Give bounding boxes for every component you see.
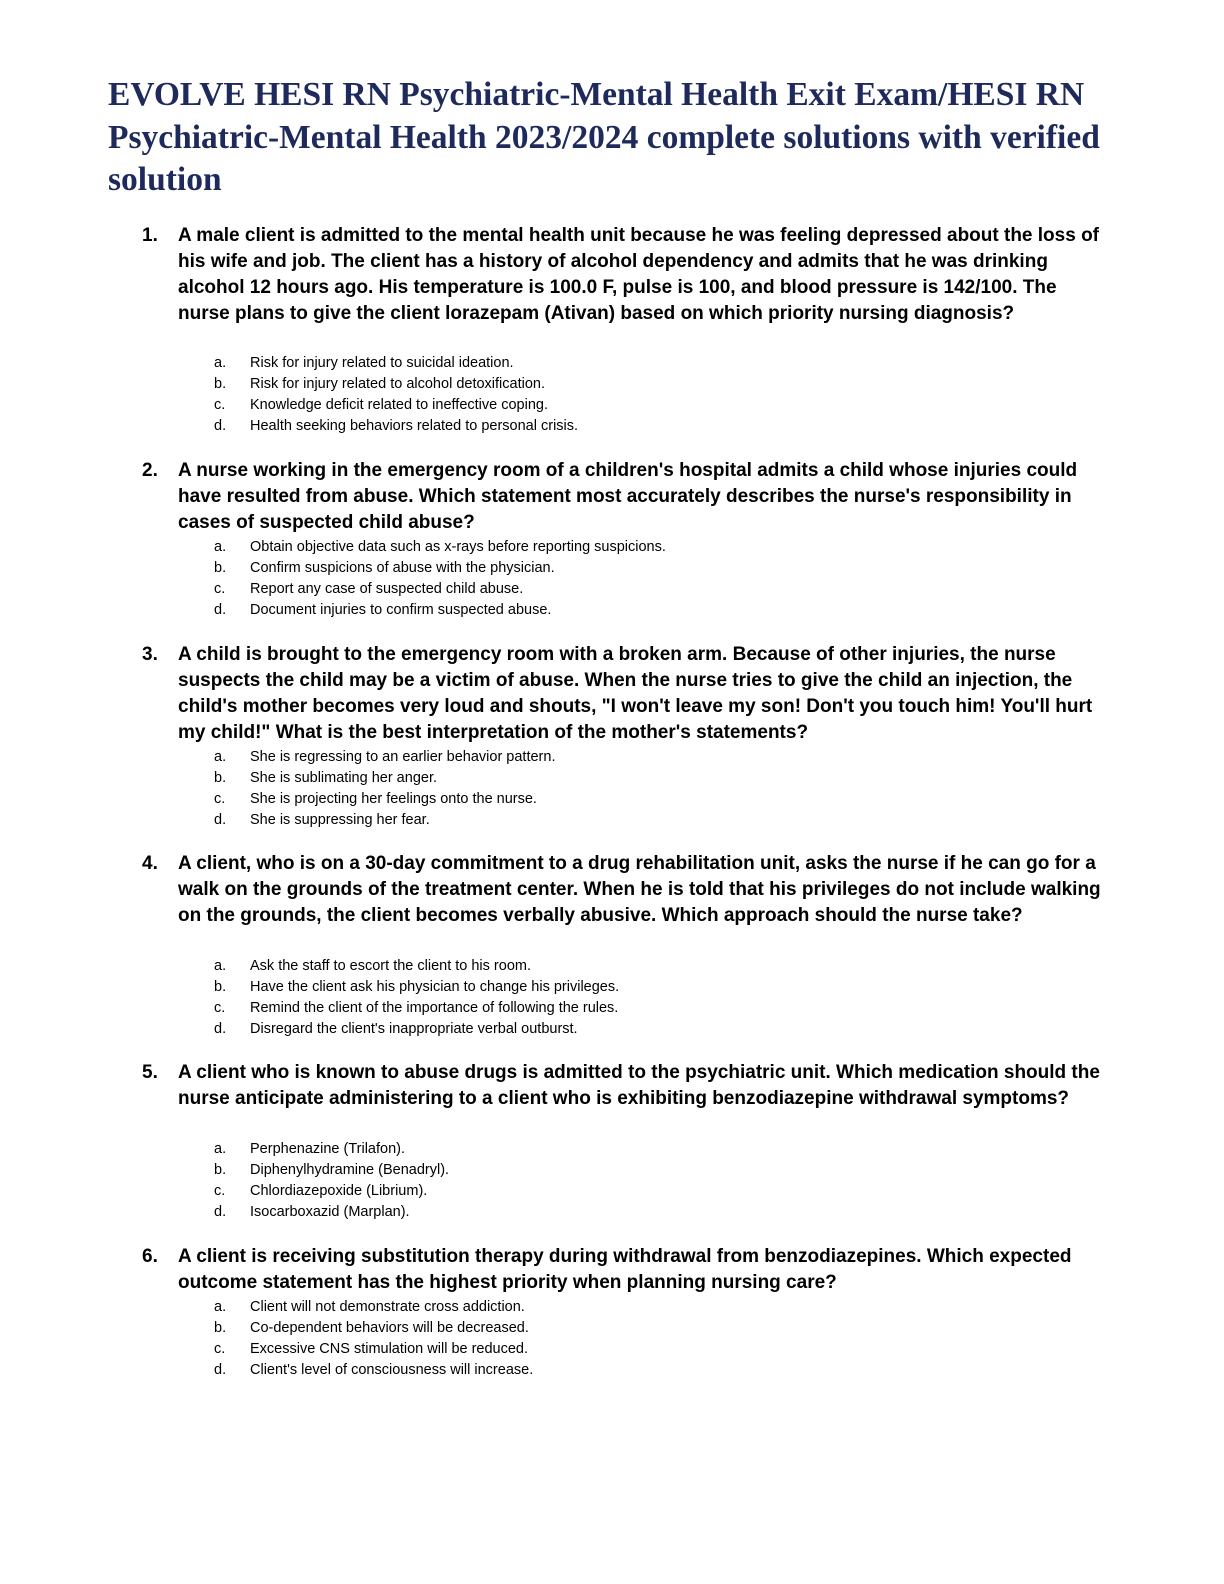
option-text: Risk for injury related to suicidal ideation. bbox=[250, 355, 514, 371]
question-number: 6. bbox=[142, 1246, 158, 1267]
question-number: 2. bbox=[142, 460, 158, 481]
question-text: A male client is admitted to the mental health unit because he was feeling depressed about the loss of his wife and job. The client has a history of alcohol dependency and admits that he was drinking alcohol 12 hours ago. His temperature is 100.0 F, pulse is 100, and blood pressure is 142/100. The nurse plans to give the client lorazepam (Ativan) based on which priority nursing diagnosis? bbox=[178, 225, 1099, 324]
answer-option-c bbox=[0, 1181, 1224, 1202]
question-number: 3. bbox=[142, 644, 158, 665]
question-text: A client who is known to abuse drugs is admitted to the psychiatric unit. Which medication should the nurse anticipate administering to a client who is exhibiting benzodiazepine withdrawal symptoms? bbox=[178, 1062, 1100, 1109]
option-letter: c. bbox=[214, 791, 226, 807]
option-text: Perphenazine (Trilafon). bbox=[250, 1141, 406, 1157]
option-letter: a. bbox=[214, 749, 227, 765]
option-letter: c. bbox=[214, 1341, 226, 1357]
answer-options bbox=[0, 956, 1224, 1040]
option-letter: a. bbox=[214, 1141, 227, 1157]
option-letter: d. bbox=[214, 1021, 227, 1037]
option-text: She is regressing to an earlier behavior pattern. bbox=[250, 749, 556, 765]
answer-option-d bbox=[0, 810, 1224, 831]
option-text: Health seeking behaviors related to personal crisis. bbox=[250, 418, 579, 434]
option-letter: b. bbox=[214, 979, 227, 995]
option-letter: d. bbox=[214, 602, 227, 618]
option-letter: d. bbox=[214, 1362, 227, 1378]
answer-option-b bbox=[0, 1318, 1224, 1339]
question-number: 5. bbox=[142, 1062, 158, 1083]
answer-options bbox=[0, 747, 1224, 831]
question-text: A client, who is on a 30-day commitment to a drug rehabilitation unit, asks the nurse if he can go for a walk on the grounds of the treatment center. When he is told that his privileges do not include walking on the grounds, the client becomes verbally abusive. Which approach should the nurse take? bbox=[178, 853, 1101, 926]
option-text: Disregard the client's inappropriate verbal outburst. bbox=[250, 1021, 578, 1037]
answer-option-c bbox=[0, 998, 1224, 1019]
answer-option-d bbox=[0, 1019, 1224, 1040]
answer-option-a bbox=[0, 537, 1224, 558]
option-letter: c. bbox=[214, 1183, 226, 1199]
question-number: 1. bbox=[142, 225, 158, 246]
option-letter: b. bbox=[214, 770, 227, 786]
answer-option-b bbox=[0, 768, 1224, 789]
answer-option-a bbox=[0, 956, 1224, 977]
option-text: Chlordiazepoxide (Librium). bbox=[250, 1183, 428, 1199]
answer-options bbox=[0, 1297, 1224, 1381]
option-letter: b. bbox=[214, 560, 227, 576]
answer-options bbox=[0, 537, 1224, 621]
option-letter: a. bbox=[214, 1299, 227, 1315]
option-text: Co-dependent behaviors will be decreased. bbox=[250, 1320, 529, 1336]
question-text: A child is brought to the emergency room with a broken arm. Because of other injuries, the nurse suspects the child may be a victim of abuse. When the nurse tries to give the child an injection, the child's mother becomes very loud and shouts, "I won't leave my son! Don't you touch him! You'll hurt my child!" What is the best interpretation of the mother's statements? bbox=[178, 644, 1093, 743]
question-text: A nurse working in the emergency room of a children's hospital admits a child whose injuries could have resulted from abuse. Which statement most accurately describes the nurse's responsibility in cases of suspected child abuse? bbox=[178, 460, 1078, 533]
option-letter: c. bbox=[214, 1000, 226, 1016]
option-letter: d. bbox=[214, 812, 227, 828]
answer-option-b bbox=[0, 1160, 1224, 1181]
option-text: She is projecting her feelings onto the nurse. bbox=[250, 791, 537, 807]
option-letter: c. bbox=[214, 397, 226, 413]
option-text: Diphenylhydramine (Benadryl). bbox=[250, 1162, 450, 1178]
question-text: A client is receiving substitution therapy during withdrawal from benzodiazepines. Which expected outcome statement has the highest priority when planning nursing care? bbox=[178, 1246, 1072, 1293]
option-letter: b. bbox=[214, 1320, 227, 1336]
option-text: Client will not demonstrate cross addiction. bbox=[250, 1299, 525, 1315]
option-text: Remind the client of the importance of following the rules. bbox=[250, 1000, 619, 1016]
answer-option-c bbox=[0, 395, 1224, 416]
option-letter: d. bbox=[214, 1204, 227, 1220]
option-text: Ask the staff to escort the client to his room. bbox=[250, 958, 532, 974]
question-number: 4. bbox=[142, 853, 158, 874]
answer-option-d bbox=[0, 416, 1224, 437]
answer-options bbox=[0, 353, 1224, 437]
answer-option-b bbox=[0, 374, 1224, 395]
answer-option-a bbox=[0, 747, 1224, 768]
option-text: Client's level of consciousness will increase. bbox=[250, 1362, 534, 1378]
option-text: Excessive CNS stimulation will be reduced. bbox=[250, 1341, 529, 1357]
option-text: Knowledge deficit related to ineffective coping. bbox=[250, 397, 548, 413]
answer-option-b bbox=[0, 558, 1224, 579]
answer-option-a bbox=[0, 1139, 1224, 1160]
answer-option-d bbox=[0, 600, 1224, 621]
option-letter: a. bbox=[214, 539, 227, 555]
option-text: Have the client ask his physician to change his privileges. bbox=[250, 979, 620, 995]
answer-option-c bbox=[0, 579, 1224, 600]
option-letter: c. bbox=[214, 581, 226, 597]
option-letter: b. bbox=[214, 1162, 227, 1178]
answer-option-a bbox=[0, 1297, 1224, 1318]
option-text: She is suppressing her fear. bbox=[250, 812, 430, 828]
answer-option-b bbox=[0, 977, 1224, 998]
option-text: Confirm suspicions of abuse with the physician. bbox=[250, 560, 555, 576]
option-letter: b. bbox=[214, 376, 227, 392]
option-text: Isocarboxazid (Marplan). bbox=[250, 1204, 410, 1220]
answer-options bbox=[0, 1139, 1224, 1223]
option-text: Report any case of suspected child abuse. bbox=[250, 581, 524, 597]
option-letter: a. bbox=[214, 355, 227, 371]
option-letter: a. bbox=[214, 958, 227, 974]
answer-option-c bbox=[0, 1339, 1224, 1360]
option-text: Document injuries to confirm suspected abuse. bbox=[250, 602, 552, 618]
answer-option-d bbox=[0, 1360, 1224, 1381]
option-letter: d. bbox=[214, 418, 227, 434]
option-text: Obtain objective data such as x-rays before reporting suspicions. bbox=[250, 539, 666, 555]
option-text: Risk for injury related to alcohol detoxification. bbox=[250, 376, 545, 392]
document-title: EVOLVE HESI RN Psychiatric-Mental Health Exit Exam/HESI RN Psychiatric-Mental Health 2023/2024 complete solutions with verified solution bbox=[108, 76, 1100, 198]
answer-option-a bbox=[0, 353, 1224, 374]
answer-option-c bbox=[0, 789, 1224, 810]
option-text: She is sublimating her anger. bbox=[250, 770, 437, 786]
answer-option-d bbox=[0, 1202, 1224, 1223]
